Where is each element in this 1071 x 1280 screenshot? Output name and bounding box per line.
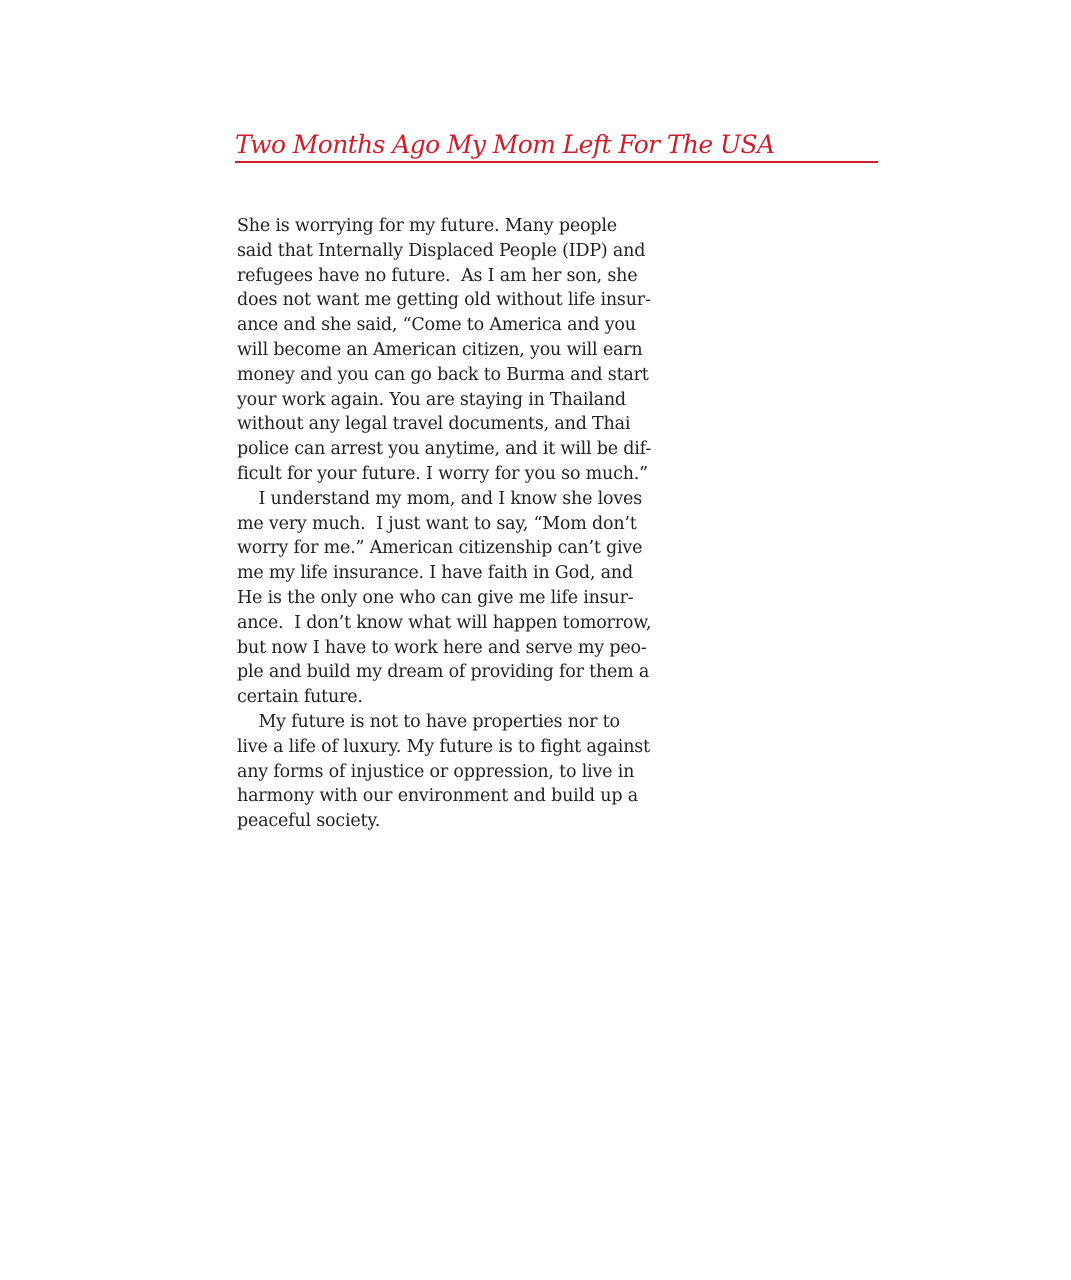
text-line: without any legal travel documents, and Thai	[237, 414, 631, 435]
text-line: ficult for your future. I worry for you so much.”	[237, 463, 648, 484]
text-line: She is worrying for my future. Many people	[237, 216, 617, 236]
text-line: peaceful society.	[237, 811, 381, 832]
text-line: does not want me getting old without life insur-	[237, 290, 651, 311]
text-line: ance and she said, “Come to America and you	[237, 315, 636, 336]
text-line: said that Internally Displaced People (IDP) and	[237, 240, 646, 261]
text-line: worry for me.” American citizenship can’t give	[237, 538, 643, 559]
text-line: He is the only one who can give me life insur-	[237, 587, 634, 608]
text-line: me very much. I just want to say, “Mom don’t	[237, 513, 637, 534]
text-line: harmony with our environment and build up a	[237, 786, 638, 807]
text-line: police can arrest you anytime, and it will be dif-	[237, 439, 652, 460]
text-line: ance. I don’t know what will happen tomorrow,	[237, 612, 652, 633]
article-body	[237, 214, 677, 834]
text-line: certain future.	[237, 687, 363, 708]
text-line: your work again. You are staying in Thailand	[237, 389, 626, 410]
text-line: money and you can go back to Burma and start	[237, 364, 649, 385]
text-line: ple and build my dream of providing for them a	[237, 662, 650, 683]
text-line: refugees have no future. As I am her son, she	[237, 265, 638, 286]
title-block	[235, 128, 878, 163]
text-line: My future is not to have properties nor to	[237, 711, 620, 732]
text-line: will become an American citizen, you will earn	[237, 339, 643, 360]
text-line: any forms of injustice or oppression, to live in	[237, 761, 635, 782]
text-line: I understand my mom, and I know she loves	[237, 488, 642, 509]
text-line: but now I have to work here and serve my peo-	[237, 637, 647, 658]
text-line: live a life of luxury. My future is to fight against	[237, 736, 650, 757]
text-line: me my life insurance. I have faith in God, and	[237, 563, 633, 584]
article-title: Two Months Ago My Mom Left For The USA	[235, 130, 775, 159]
